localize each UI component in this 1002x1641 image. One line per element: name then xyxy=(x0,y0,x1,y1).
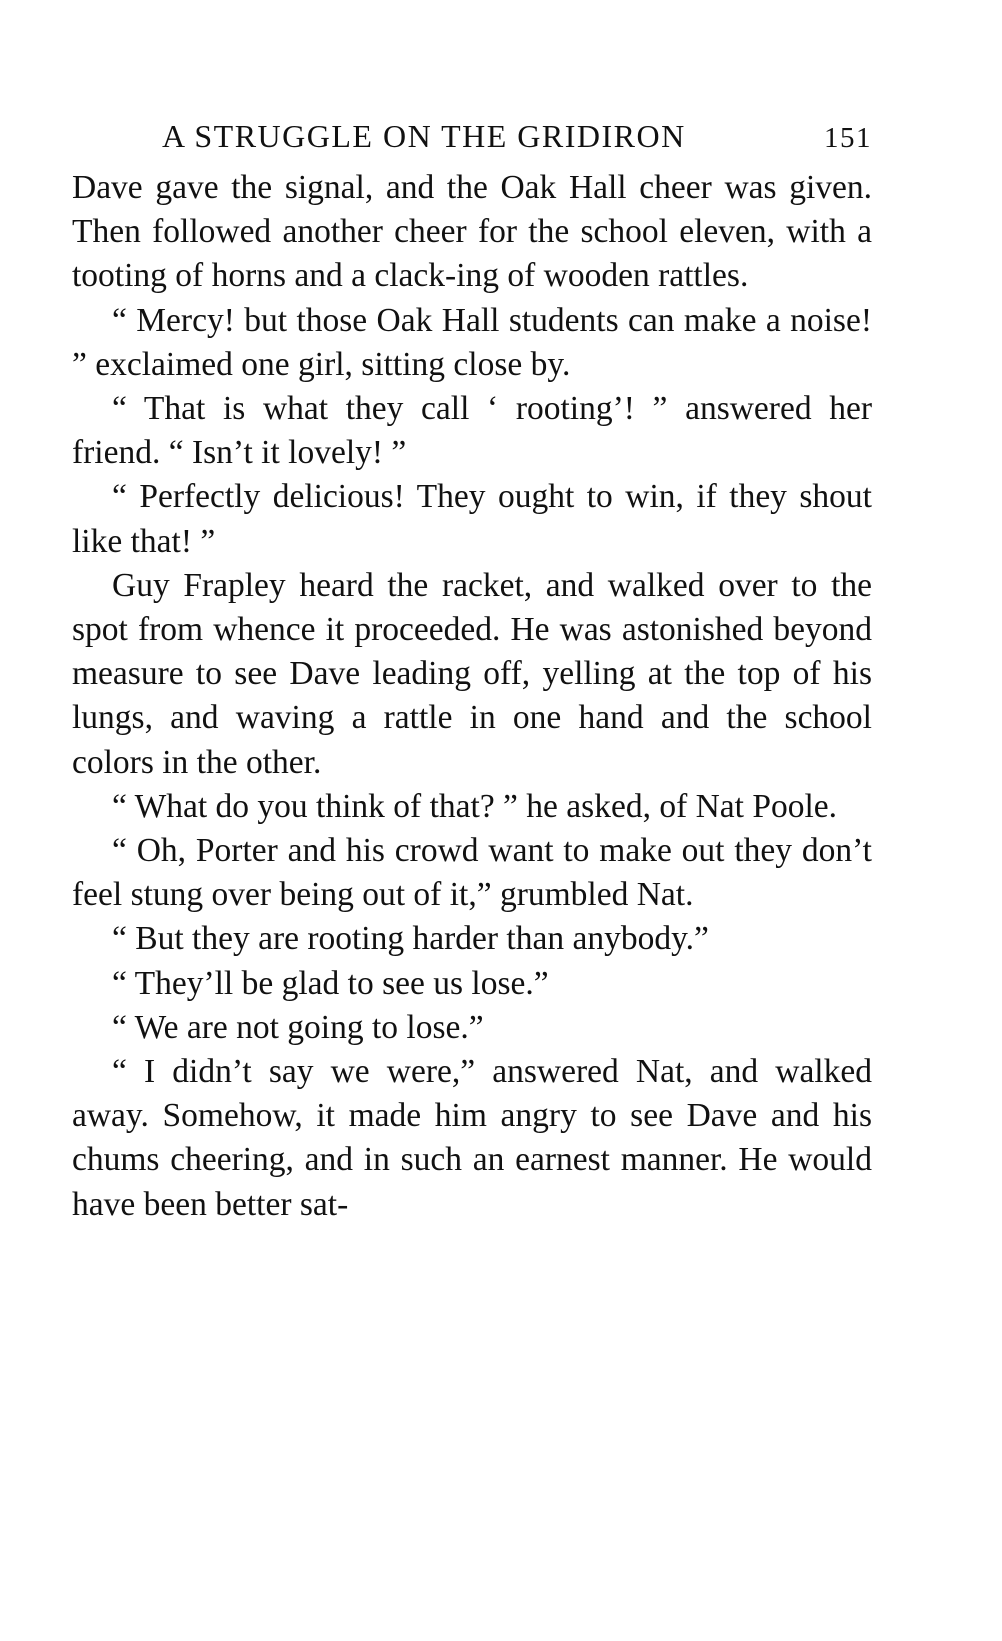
running-head xyxy=(72,118,872,158)
paragraph: “ We are not going to lose.” xyxy=(112,1008,484,1046)
running-title: A STRUGGLE ON THE GRIDIRON xyxy=(162,118,686,154)
page-number: 151 xyxy=(824,122,872,154)
paragraph: Dave gave the signal, and the Oak Hall cheer was given. Then followed another cheer for the school eleven, with a tooting of horns and a clack-ing of wooden rattles. xyxy=(72,169,872,295)
paragraph: “ What do you think of that? ” he asked, of Nat Poole. xyxy=(112,787,838,825)
paragraph: “ They’ll be glad to see us lose.” xyxy=(112,964,549,1002)
paragraph: “ Mercy! but those Oak Hall students can make a noise! ” exclaimed one girl, sitting close by. xyxy=(72,301,872,383)
paragraph: “ But they are rooting harder than anybody.” xyxy=(112,920,709,958)
paragraph: Guy Frapley heard the racket, and walked over to the spot from whence it proceeded. He was astonished beyond measure to see Dave leading off, yelling at the top of his lungs, and waving a rattle in one hand and the school colors in the other. xyxy=(72,566,872,781)
paragraph: “ I didn’t say we were,” answered Nat, and walked away. Somehow, it made him angry to see Dave and his chums cheering, and in such an earnest manner. He would have been better sat- xyxy=(72,1053,872,1223)
paragraph: “ Oh, Porter and his crowd want to make out they don’t feel stung over being out of it,” grumbled Nat. xyxy=(72,832,872,914)
body-text xyxy=(72,166,872,1227)
paragraph: “ Perfectly delicious! They ought to win, if they shout like that! ” xyxy=(72,478,872,560)
paragraph: “ That is what they call ‘ rooting’! ” answered her friend. “ Isn’t it lovely! ” xyxy=(72,390,872,472)
book-page xyxy=(72,118,872,1227)
